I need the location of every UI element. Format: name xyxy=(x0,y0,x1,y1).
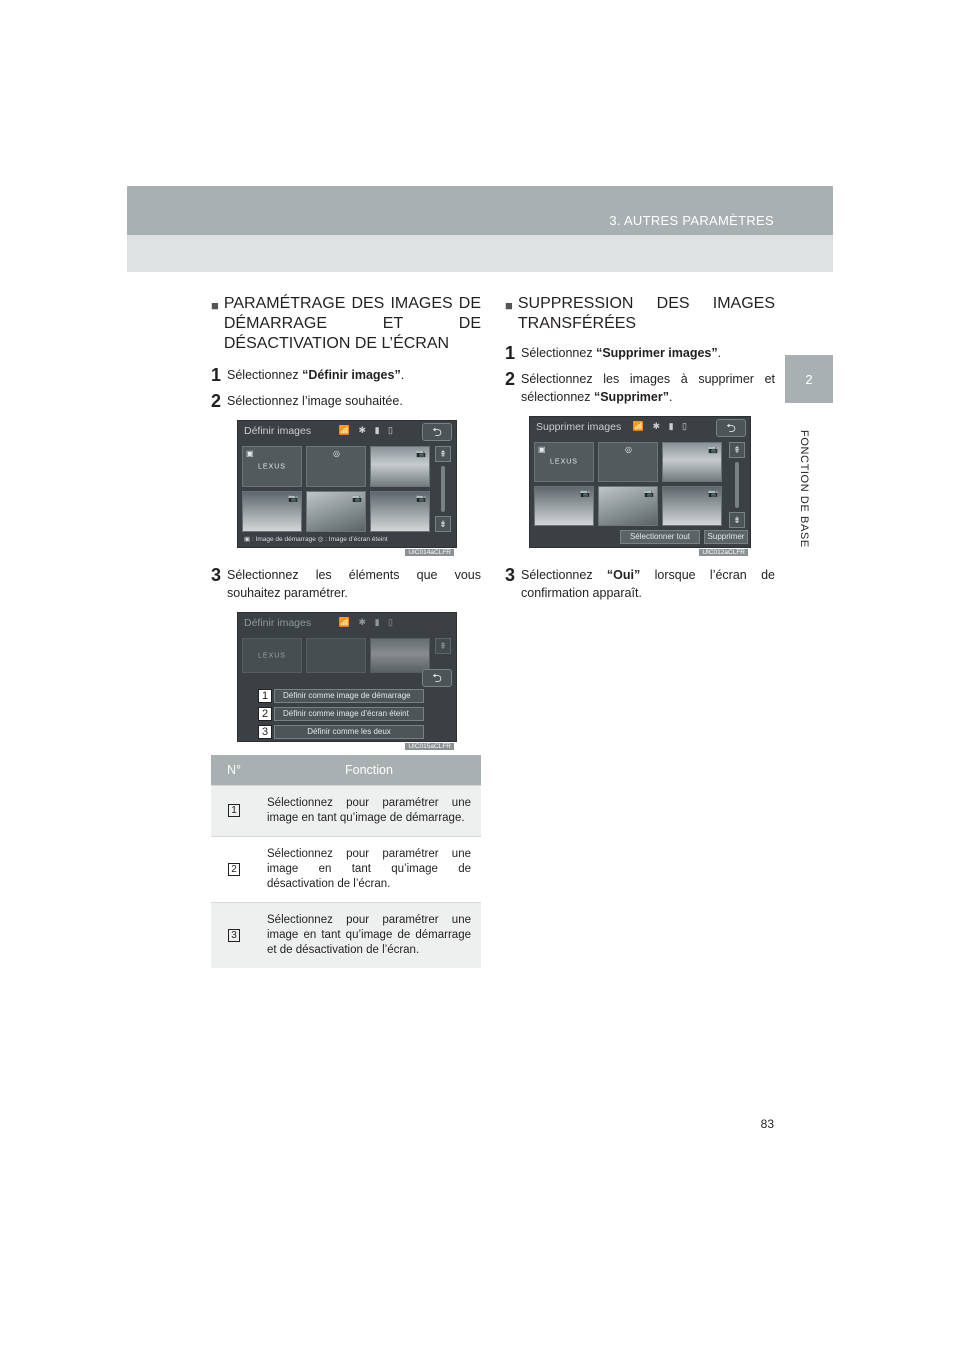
image-thumb-1[interactable] xyxy=(242,446,302,487)
camera-icon: 📷 xyxy=(708,489,718,498)
image-thumb-3[interactable] xyxy=(662,442,722,482)
screen-off-image-icon: ◎ xyxy=(333,449,340,458)
table-row xyxy=(211,785,481,836)
image-legend: ▣ : Image de démarrage ◎ : Image d’écran éteint xyxy=(244,536,388,543)
row-number: 2 xyxy=(228,863,240,876)
row-description: Sélectionnez pour paramétrer une image en tant qu’image de désactivation de l’écran. xyxy=(257,836,481,902)
step-2: 2 Sélectionnez les images à supprimer et sélectionnez “Supprimer”. xyxy=(505,369,775,404)
image-thumb-4[interactable] xyxy=(242,491,302,532)
image-thumb-2 xyxy=(306,638,366,673)
image-thumb-1[interactable] xyxy=(534,442,594,482)
camera-icon: 📷 xyxy=(580,489,590,498)
screenshot-delete-images xyxy=(529,416,751,556)
table-header-number: N° xyxy=(211,755,257,785)
lexus-logo: LEXUS xyxy=(258,463,286,470)
scrollbar[interactable] xyxy=(441,466,445,512)
camera-icon: 📷 xyxy=(644,489,654,498)
page-number: 83 xyxy=(760,1117,774,1131)
startup-image-icon: ▣ xyxy=(538,445,546,454)
table-row xyxy=(211,836,481,902)
figure-code: UIC012aCLFR xyxy=(699,549,748,556)
row-number: 3 xyxy=(228,929,240,942)
image-thumb-5[interactable] xyxy=(306,491,366,532)
step-3: 3 Sélectionnez “Oui” lorsque l’écran de confirmation apparaît. xyxy=(505,565,775,600)
camera-icon: 📷 xyxy=(708,445,718,454)
section-title-delete: ■ SUPPRESSION DES IMAGES TRANSFÉRÉES xyxy=(505,295,775,332)
section-square-icon: ■ xyxy=(211,298,219,313)
chapter-tab: 2 xyxy=(785,355,833,403)
left-column xyxy=(211,294,481,750)
status-icons: 📶 ✱ ▮ ▯ xyxy=(338,617,396,627)
image-thumb-2[interactable] xyxy=(306,446,366,487)
right-column xyxy=(505,294,775,602)
row-number: 1 xyxy=(228,804,240,817)
section-title-startup: ■ PARAMÉTRAGE DES IMAGES DE DÉMARRAGE ET DE DÉSACTIVATION DE L’ÉCRAN xyxy=(211,295,481,352)
table-header-function: Fonction xyxy=(257,755,481,785)
scroll-up-button: ⇞ xyxy=(435,638,451,654)
figure-code: UIC015aCLFR xyxy=(405,743,454,750)
lexus-logo: LEXUS xyxy=(550,458,578,466)
startup-image-icon: ▣ xyxy=(246,449,254,458)
screen-title-bar: Définir images 📶 ✱ ▮ ▯ xyxy=(244,617,396,629)
callout-3: 3 xyxy=(258,725,272,739)
function-table xyxy=(211,755,481,968)
camera-icon: 📷 xyxy=(416,494,426,503)
lexus-logo: LEXUS xyxy=(258,652,286,659)
image-thumb-2[interactable] xyxy=(598,442,658,482)
running-header: 3. AUTRES PARAMÈTRES xyxy=(609,213,774,228)
image-thumb-1 xyxy=(242,638,302,673)
section-square-icon: ■ xyxy=(505,298,513,313)
callout-2: 2 xyxy=(258,707,272,721)
chapter-label: FONCTION DE BASE xyxy=(798,430,810,548)
back-button[interactable]: ⮌ xyxy=(716,419,746,437)
header-subband xyxy=(127,235,833,272)
image-thumb-6[interactable] xyxy=(662,486,722,526)
camera-icon: 📷 xyxy=(352,494,362,503)
callout-1: 1 xyxy=(258,689,272,703)
step-3: 3 Sélectionnez les éléments que vous souhaitez paramétrer. xyxy=(211,565,481,600)
camera-icon: 📷 xyxy=(288,494,298,503)
image-thumb-6[interactable] xyxy=(370,491,430,532)
scroll-up-button[interactable]: ⇞ xyxy=(435,446,451,462)
figure-code: UIC014aCLFR xyxy=(405,549,454,556)
image-thumb-3 xyxy=(370,638,430,673)
step-2: 2 Sélectionnez l’image souhaitée. xyxy=(211,391,403,411)
select-all-button[interactable]: Sélectionner tout xyxy=(620,530,700,544)
scroll-down-button[interactable]: ⇟ xyxy=(729,512,745,528)
row-description: Sélectionnez pour paramétrer une image en tant qu’image de démarrage et de désactivation de l’écran. xyxy=(257,902,481,968)
screen-title-bar: Supprimer images 📶 ✱ ▮ ▯ ⮌ xyxy=(530,417,750,439)
set-startup-image-button[interactable]: Définir comme image de démarrage xyxy=(274,689,424,703)
row-description: Sélectionnez pour paramétrer une image en tant qu’image de démarrage. xyxy=(257,785,481,836)
back-button[interactable]: ⮌ xyxy=(422,669,452,687)
step-1: 1 Sélectionnez “Supprimer images”. xyxy=(505,343,722,363)
scrollbar[interactable] xyxy=(735,462,739,508)
back-button[interactable]: ⮌ xyxy=(422,423,452,441)
screenshot-define-options xyxy=(237,612,457,750)
step-1: 1 Sélectionnez “Définir images”. xyxy=(211,365,405,385)
scroll-down-button[interactable]: ⇟ xyxy=(435,516,451,532)
scroll-up-button[interactable]: ⇞ xyxy=(729,442,745,458)
set-screen-off-image-button[interactable]: Définir comme image d’écran éteint xyxy=(274,707,424,721)
image-thumb-4[interactable] xyxy=(534,486,594,526)
status-icons: 📶 ✱ ▮ ▯ xyxy=(338,425,396,435)
image-thumb-3[interactable] xyxy=(370,446,430,487)
screen-title-bar: Définir images 📶 ✱ ▮ ▯ ⮌ xyxy=(238,421,456,443)
status-icons: 📶 ✱ ▮ ▯ xyxy=(632,421,690,431)
image-thumb-5[interactable] xyxy=(598,486,658,526)
screen-off-image-icon: ◎ xyxy=(625,445,632,454)
set-both-button[interactable]: Définir comme les deux xyxy=(274,725,424,739)
screenshot-define-images xyxy=(237,420,457,556)
delete-button[interactable]: Supprimer xyxy=(704,530,748,544)
camera-icon: 📷 xyxy=(416,449,426,458)
table-row xyxy=(211,902,481,968)
